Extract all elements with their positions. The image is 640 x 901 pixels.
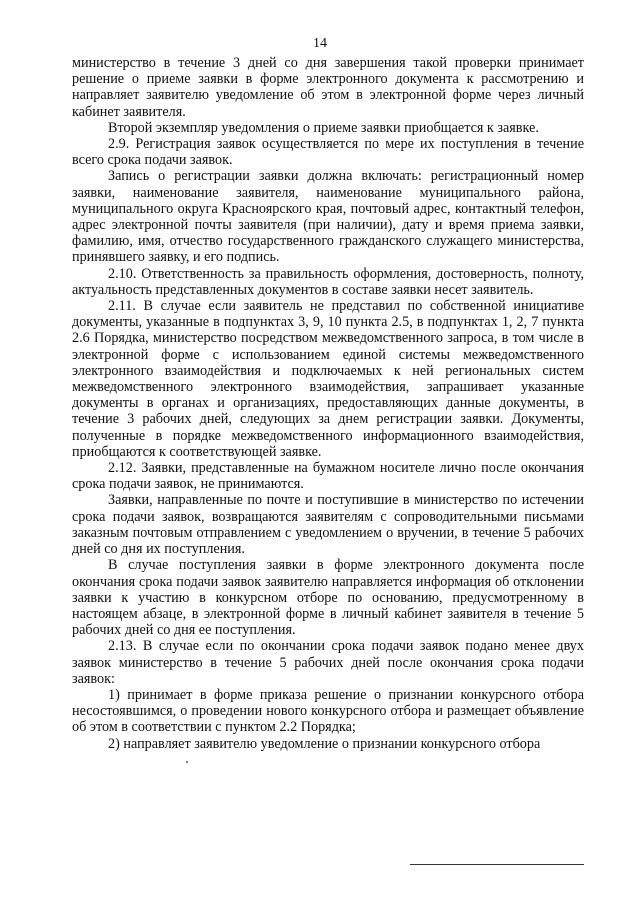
paragraph-registration-record: Запись о регистрации заявки должна включать: регистрационный номер заявки, наименование заявителя, наименование муниципального района, муниципального округа Красноярского края, почтовый адрес, контактный телефон, адрес электронной почты заявителя (при наличии), дату и время приема заявки, фамилию, имя, отчество государственного гражданского служащего министерства, принявшего заявку, и его подпись. (72, 168, 584, 266)
list-item-1: 1) принимает в форме приказа решение о признании конкурсного отбора несостоявшимся, о проведении нового конкурсного отбора и размещает объявление об этом в соответствии с пунктом 2.2 Порядка; (72, 686, 584, 736)
footer-rule (410, 864, 584, 865)
paragraph-continuation: министерство в течение 3 дней со дня завершения такой проверки принимает решение о приеме заявки в форме электронного документа к рассмотрению и направляет заявителю уведомление об этом в электронной форме через личный кабинет заявителя. (72, 55, 584, 120)
paragraph-2-12: 2.12. Заявки, представленные на бумажном носителе лично после окончания срока подачи заявок, не принимаются. (72, 460, 584, 493)
paragraph-postal-applications: Заявки, направленные по почте и поступившие в министерство по истечении срока подачи заявок, возвращаются заявителям с сопроводительными письмами заказным почтовым отправлением с уведомлением о вручении, в течение 5 рабочих дней со дня их поступления. (72, 492, 584, 558)
document-body (72, 55, 584, 752)
paragraph-electronic-late-applications: В случае поступления заявки в форме электронного документа после окончания срока подачи заявок заявителю направляется информация об отклонении заявки к участию в конкурсном отборе по основанию, предусмотренному в настоящем абзаце, в электронной форме в личный кабинет заявителя в течение 5 рабочих дней со дня ее поступления. (72, 557, 584, 639)
page-number: 14 (313, 36, 327, 51)
paragraph-second-copy-note: Второй экземпляр уведомления о приеме заявки приобщается к заявке. (108, 119, 539, 136)
paragraph-2-10: 2.10. Ответственность за правильность оформления, достоверность, полноту, актуальность представленных документов в составе заявки несет заявитель. (72, 265, 584, 298)
list-item-2: 2) направляет заявителю уведомление о признании конкурсного отбора (108, 735, 541, 752)
scan-speck (186, 761, 188, 763)
paragraph-2-11: 2.11. В случае если заявитель не представил по собственной инициативе документы, указанные в подпунктах 3, 9, 10 пункта 2.5, в подпунктах 1, 2, 7 пункта 2.6 Порядка, министерство посредством межведомственного запроса, в том числе в электронной форме с использованием единой системы межведомственного электронного взаимодействия и подключаемых к ней региональных систем межведомственного электронного взаимодействия, запрашивает указанные документы в органах и организациях, предоставляющих данные документы, в течение 3 рабочих дней, следующих за днем регистрации заявки. Документы, полученные в порядке межведомственного информационного взаимодействия, приобщаются к соответствующей заявке. (72, 298, 584, 460)
paragraph-2-9: 2.9. Регистрация заявок осуществляется по мере их поступления в течение всего срока подачи заявок. (72, 136, 584, 169)
paragraph-2-13: 2.13. В случае если по окончании срока подачи заявок подано менее двух заявок министерство в течение 5 рабочих дней после окончания срока подачи заявок: (72, 638, 584, 687)
